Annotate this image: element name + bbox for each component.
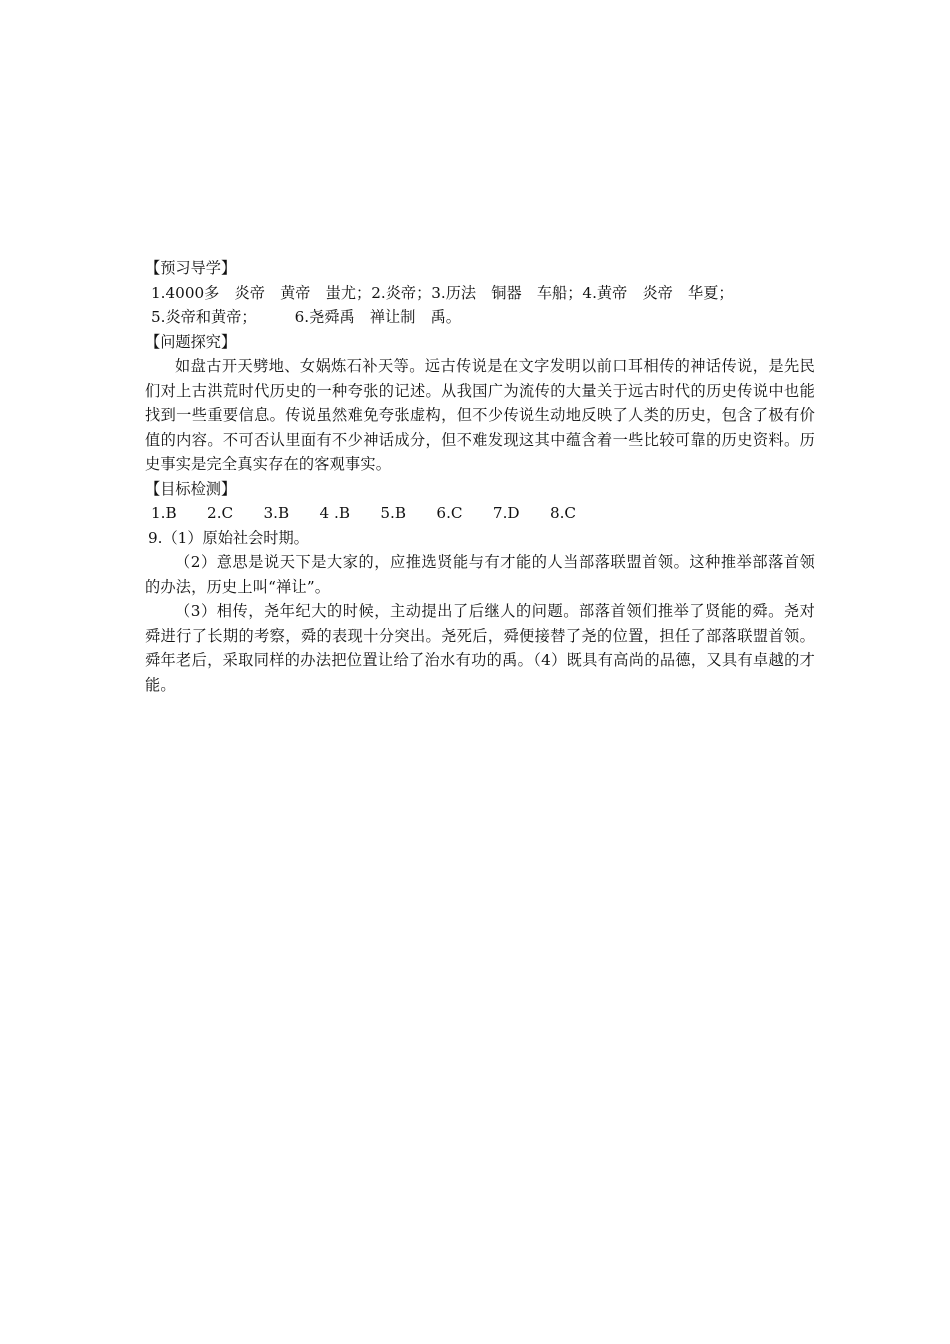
inquiry-heading: 【问题探究】: [145, 332, 237, 351]
preview-answers-line-1: 1.4000多 炎帝 黄帝 蚩尤；2.炎帝；3.历法 铜器 车船；4.黄帝 炎帝 华夏；: [151, 283, 734, 302]
question-9-part-1: 9.（1）原始社会时期。: [148, 528, 309, 547]
test-heading: 【目标检测】: [145, 479, 237, 498]
test-multiple-choice-answers: 1.B 2.C 3.B 4 .B 5.B 6.C 7.D 8.C: [151, 504, 577, 522]
inquiry-paragraph: 如盘古开天劈地、女娲炼石补天等。远古传说是在文字发明以前口耳相传的神话传说，是先民们对上古洪荒时代历史的一种夸张的记述。从我国广为流传的大量关于远古时代的历史传说中也能找到一些重要信息。传说虽然难免夸张虚构，但不少传说生动地反映了人类的历史，包含了极有价值的内容。不可否认里面有不少神话成分，但不难发现这其中蕴含着一些比较可靠的历史资料。历史事实是完全真实存在的客观事实。: [145, 357, 815, 473]
preview-answers-line-2: 5.炎帝和黄帝； 6.尧舜禹 禅让制 禹。: [151, 308, 461, 326]
answer-sheet: [145, 256, 815, 697]
question-9-part-3-4: （3）相传，尧年纪大的时候，主动提出了后继人的问题。部落首领们推举了贤能的舜。尧对舜进行了长期的考察，舜的表现十分突出。尧死后，舜便接替了尧的位置，担任了部落联盟首领。舜年老后，采取同样的办法把位置让给了治水有功的禹。（4）既具有高尚的品德，又具有卓越的才能。: [145, 602, 815, 694]
preview-heading: 【预习导学】: [145, 259, 237, 277]
question-9-part-2: （2）意思是说天下是大家的，应推选贤能与有才能的人当部落联盟首领。这种推举部落首领的办法，历史上叫“禅让”。: [145, 553, 815, 596]
